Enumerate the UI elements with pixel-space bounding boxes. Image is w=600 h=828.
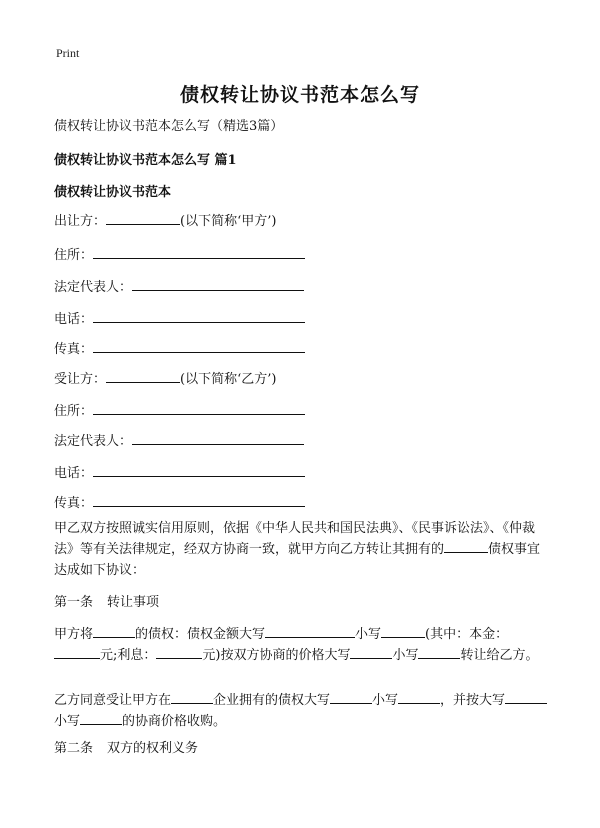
article1-paragraph2 xyxy=(54,690,549,732)
debt-name-blank[interactable] xyxy=(444,539,488,553)
a1p1-blank-4[interactable] xyxy=(54,645,100,659)
transferee-address-row xyxy=(54,402,305,420)
a1p1-text-e: 元;利息： xyxy=(100,648,157,663)
document-subtitle: 债权转让协议书范本怎么写（精选3篇） xyxy=(54,119,284,134)
intro-part1: 甲乙双方按照诚实信用原则，依据《中华人民共和国民法典》、《民事诉讼法》、《仲裁法》等有关法律规定，经双方协商一致，就甲方向乙方转让其拥有的 xyxy=(54,521,536,557)
a1p2-text-c: 小写 xyxy=(372,693,399,708)
transferor-rep-row xyxy=(54,278,304,296)
transferee-phone-field[interactable] xyxy=(93,464,305,477)
transferee-rep-label: 法定代表人： xyxy=(54,434,133,449)
transferor-phone-row xyxy=(54,310,305,328)
transferee-name-field[interactable] xyxy=(106,370,180,383)
intro-paragraph xyxy=(54,518,549,581)
a1p1-blank-3[interactable] xyxy=(381,624,425,638)
transferor-phone-field[interactable] xyxy=(93,310,305,323)
article1-heading xyxy=(54,594,159,611)
transferee-fax-row xyxy=(54,494,305,512)
a1p1-blank-7[interactable] xyxy=(418,645,460,659)
article1-number: 第一条 xyxy=(54,595,94,610)
transferee-row xyxy=(54,370,276,388)
a1p2-blank-5[interactable] xyxy=(80,711,122,725)
transferor-label: 出让方： xyxy=(54,214,107,229)
sample-heading: 债权转让协议书范本 xyxy=(54,185,172,200)
transferor-fax-row xyxy=(54,340,305,358)
a1p2-text-a: 乙方同意受让甲方在 xyxy=(54,693,172,708)
transferor-address-label: 住所： xyxy=(54,248,94,263)
article1-title: 转让事项 xyxy=(107,595,160,610)
print-link[interactable]: Print xyxy=(56,46,80,60)
a1p1-blank-6[interactable] xyxy=(350,645,392,659)
article2-title: 双方的权利义务 xyxy=(107,741,199,756)
transferee-note: (以下简称‘乙方’) xyxy=(180,372,277,387)
a1p1-text-g: 小写 xyxy=(392,648,419,663)
a1p1-text-b: 的债权：债权金额大写 xyxy=(135,627,266,642)
a1p2-blank-2[interactable] xyxy=(330,690,372,704)
article2-heading xyxy=(54,740,198,757)
transferor-fax-field[interactable] xyxy=(93,340,305,353)
transferor-name-field[interactable] xyxy=(106,212,180,225)
article1-paragraph1 xyxy=(54,624,549,666)
transferee-fax-label: 传真： xyxy=(54,496,94,511)
section-heading: 债权转让协议书范本怎么写 篇1 xyxy=(54,153,237,168)
a1p1-blank-5[interactable] xyxy=(156,645,202,659)
a1p2-blank-1[interactable] xyxy=(171,690,213,704)
transferor-fax-label: 传真： xyxy=(54,342,94,357)
a1p2-text-d: ，并按大写 xyxy=(440,693,506,708)
a1p1-text-c: 小写 xyxy=(355,627,382,642)
transferor-address-row xyxy=(54,246,305,264)
a1p1-text-f: 元)按双方协商的价格大写 xyxy=(202,648,351,663)
a1p1-blank-2[interactable] xyxy=(265,624,355,638)
a1p2-blank-4[interactable] xyxy=(505,690,547,704)
transferee-address-field[interactable] xyxy=(93,402,305,415)
intro-part2: 债权事宜达成如下协议： xyxy=(54,542,541,578)
transferee-phone-label: 电话： xyxy=(54,466,94,481)
transferee-phone-row xyxy=(54,464,305,482)
a1p2-text-b: 企业拥有的债权大写 xyxy=(213,693,331,708)
transferor-address-field[interactable] xyxy=(93,246,305,259)
a1p2-text-f: 的协商价格收购。 xyxy=(122,714,227,729)
a1p2-text-e: 小写 xyxy=(54,714,81,729)
transferor-phone-label: 电话： xyxy=(54,312,94,327)
transferee-address-label: 住所： xyxy=(54,404,94,419)
a1p2-blank-3[interactable] xyxy=(398,690,440,704)
a1p1-blank-1[interactable] xyxy=(93,624,135,638)
transferee-rep-row xyxy=(54,432,304,450)
transferee-label: 受让方： xyxy=(54,372,107,387)
a1p1-text-a: 甲方将 xyxy=(54,627,94,642)
transferor-rep-field[interactable] xyxy=(132,278,304,291)
transferee-rep-field[interactable] xyxy=(132,432,304,445)
transferor-row xyxy=(54,212,276,230)
a1p1-text-d: (其中：本金： xyxy=(425,627,509,642)
transferee-fax-field[interactable] xyxy=(93,494,305,507)
transferor-note: (以下简称‘甲方’) xyxy=(180,214,277,229)
article2-number: 第二条 xyxy=(54,741,94,756)
transferor-rep-label: 法定代表人： xyxy=(54,280,133,295)
document-title: 债权转让协议书范本怎么写 xyxy=(179,84,420,106)
a1p1-text-h: 转让给乙方。 xyxy=(460,648,539,663)
